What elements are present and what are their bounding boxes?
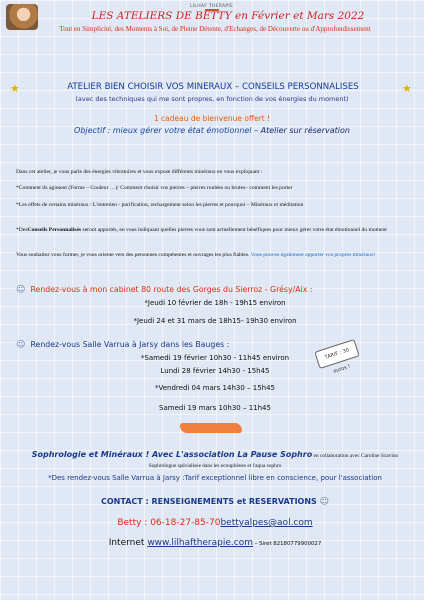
internet-line <box>20 538 410 548</box>
star-icon: ★ <box>10 82 20 95</box>
objective-label: Objectif : mieux gérer votre état émotionnel – <box>74 126 261 135</box>
sophro-title: Sophrologie et Minéraux ! Avec L'association La Pause Sophro <box>31 450 313 459</box>
brand-logo: LILHAF THERAPIE <box>190 4 234 9</box>
salle-date: Lundi 28 février 14h30 - 15h45 <box>160 367 270 375</box>
cabinet-heading: Rendez-vous à mon cabinet 80 route des Gorges du Sierroz - Grésy/Aix : <box>30 285 313 294</box>
paragraph-intro: Dans cet atelier, je vous parle des énergies vibratoires et vous expose différents minéraux en vous expliquant : <box>16 169 263 175</box>
salle-heading-row <box>16 332 229 351</box>
objective-text <box>20 126 404 135</box>
smiley-icon: ☺ <box>319 497 329 507</box>
cabinet-date: *Jeudi 24 et 31 mars de 18h15- 19h30 environ <box>133 317 297 325</box>
website-link[interactable]: www.lilhaftherapie.com <box>147 538 253 548</box>
star-icon: ★ <box>402 82 412 95</box>
advice-bold: Conseils Personnalisés <box>27 227 82 233</box>
paragraph-training <box>16 251 412 259</box>
internet-label: Internet <box>108 538 148 548</box>
cabinet-heading-row <box>16 277 312 296</box>
contact-heading-text: CONTACT : RENSEIGNEMENTS et RESERVATIONS <box>100 497 317 506</box>
gift-text: 1 cadeau de bienvenue offert ! <box>153 114 271 123</box>
paragraph-advice <box>16 226 412 234</box>
page-title: LES ATELIERS DE BETTY en Février et Mars 2022 <box>91 10 365 22</box>
sophro-block <box>20 450 410 471</box>
page-subtitle: Tout en Simplicité, des Moments à Soi, de Pleine Détente, d'Echanges, de Découverte ou d'Approfondissement <box>59 25 371 33</box>
paragraph-effects: *Les effets de certains minéraux / L'entretien - purification, rechargement selon les pierres et pourquoi – Minéraux et méditation <box>16 202 304 208</box>
betty-contact <box>20 518 410 528</box>
salle-heading: Rendez-vous Salle Varrua à Jarsy dans les Bauges : <box>30 340 230 349</box>
advice-rest: seront apportés, en vous indiquant quelles pierres vous sont actuellement bénéfiques pour mieux gérer votre état émotionnel du moment <box>81 227 387 233</box>
salle-date: *Vendredi 04 mars 14h30 – 15h45 <box>154 384 276 392</box>
cabinet-date: *Jeudi 10 février de 18h - 19h15 environ <box>144 299 286 307</box>
paragraph-how: *Comment ils agissent (Forme – Couleur …)/ Comment choisir vos pierres – pierres roulées ou brutes– comment les porter <box>16 185 293 191</box>
sophro-collab: en collaboration avec Caroline Scavino <box>312 453 399 459</box>
salle-date: *Samedi 19 février 10h30 - 11h45 environ <box>140 354 290 362</box>
decorative-brush-stroke <box>180 423 242 433</box>
sophro-spec: Sophrologue spécialisée dans les ecouphènes et l'aqua sophro <box>148 463 282 469</box>
smiley-icon: ☺ <box>16 285 26 295</box>
betty-phone: Betty : 06-18-27-85-70 <box>117 518 221 528</box>
smiley-icon: ☺ <box>16 340 26 350</box>
training-blue: Vous pouvez également apporter vos propres minéraux! <box>250 252 376 258</box>
contact-heading <box>20 497 410 507</box>
atelier-title: ATELIER BIEN CHOISIR VOS MINERAUX – CONSEILS PERSONNALISES <box>67 82 359 92</box>
salle-date: Samedi 19 mars 10h30 – 11h45 <box>159 404 271 412</box>
training-text: Vous souhaitez vous former, je vous oriente vers des personnes compétentes et ouvrages les plus fiables. <box>16 252 251 258</box>
sophro-rdv: *Des rendez-vous Salle Varrua à Jarsy :Tarif exceptionnel libre en conscience, pour l'association <box>48 474 382 482</box>
tarif-tag: TARIF : 30 euros ! <box>314 339 360 369</box>
booking-label: Atelier sur réservation <box>260 126 350 135</box>
advice-prefix: *Des <box>16 227 28 233</box>
email-link[interactable]: bettyalpes@aol.com <box>220 518 313 528</box>
atelier-subtitle: (avec des techniques qui me sont propres, en fonction de vos énergies du moment) <box>75 95 349 103</box>
siret: – Siret 82180779900027 <box>252 541 322 547</box>
